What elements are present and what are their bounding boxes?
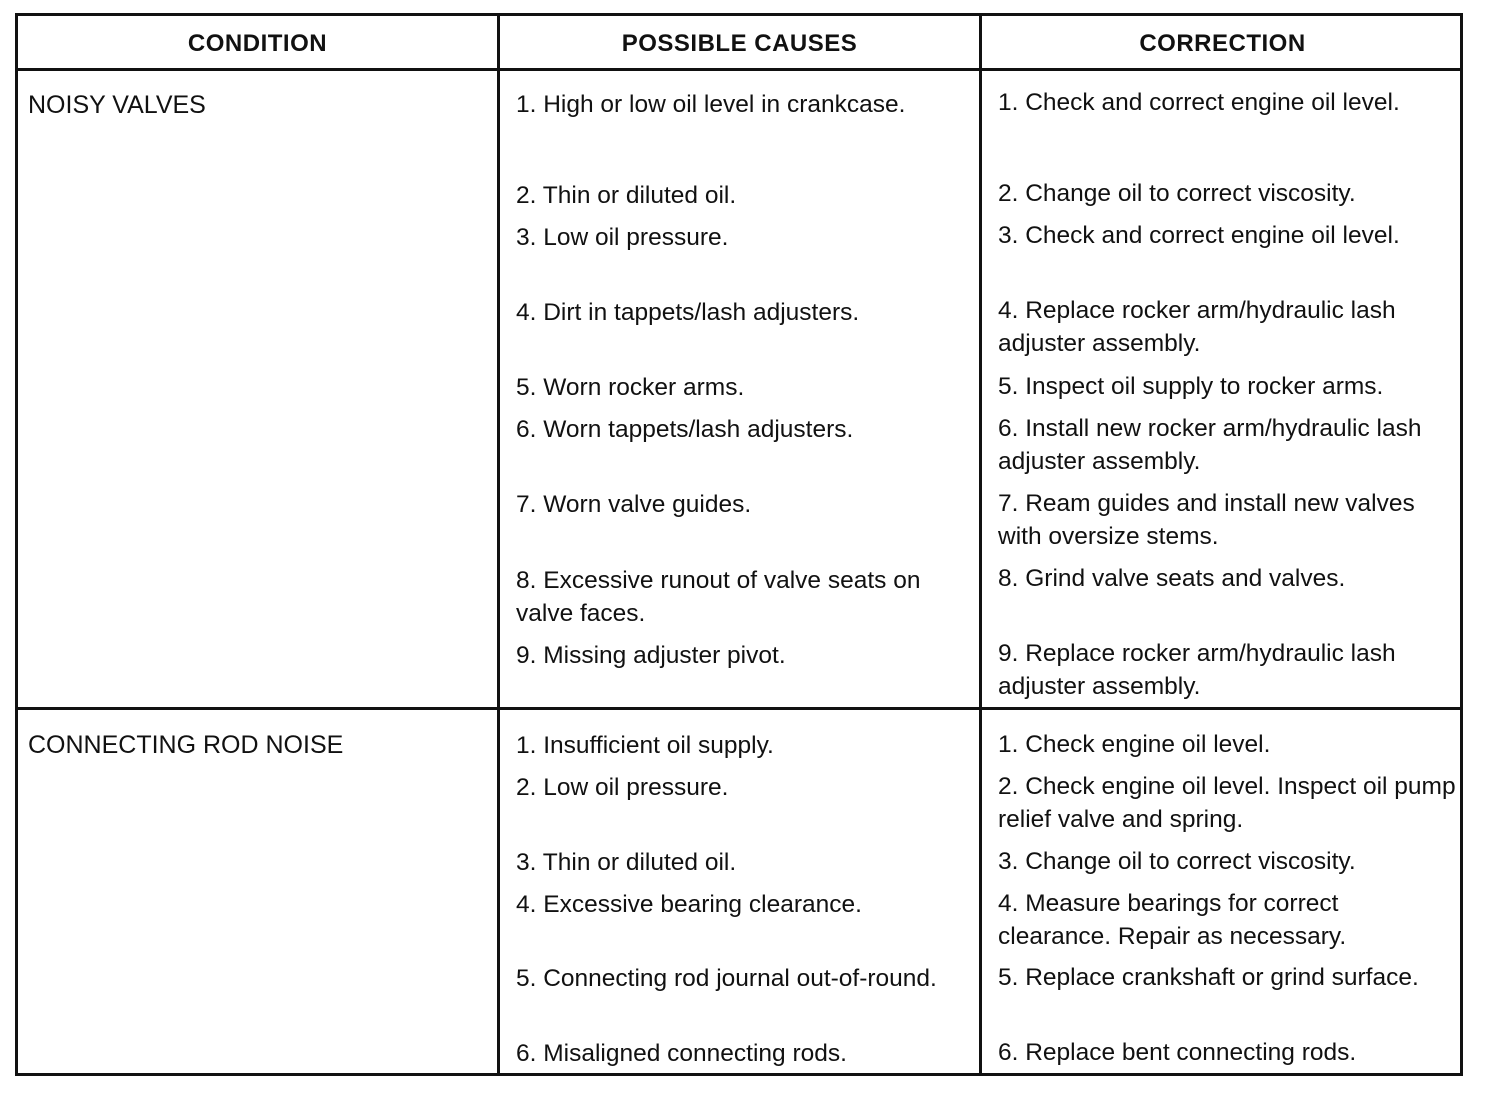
- cause-cell: 6. Misaligned connecting rods.: [516, 1040, 847, 1067]
- cause-cell: 1. High or low oil level in crankcase.: [516, 91, 906, 118]
- correction-cell: 1. Check engine oil level.: [998, 731, 1271, 758]
- correction-cell: 8. Grind valve seats and valves.: [998, 565, 1346, 592]
- column-divider: [497, 16, 500, 1073]
- condition-noisy-valves: NOISY VALVES: [28, 91, 206, 119]
- cause-cell: 6. Worn tappets/lash adjusters.: [516, 416, 854, 443]
- cause-cell: 7. Worn valve guides.: [516, 491, 752, 518]
- condition-connecting-rod-noise: CONNECTING ROD NOISE: [28, 731, 344, 759]
- header-condition: CONDITION: [187, 30, 328, 57]
- diagnosis-table: [15, 13, 1463, 1076]
- header-possible-causes: POSSIBLE CAUSES: [621, 30, 858, 57]
- cause-cell: 1. Insufficient oil supply.: [516, 732, 774, 759]
- correction-cell: 3. Check and correct engine oil level.: [998, 222, 1400, 249]
- cause-cell: 4. Excessive bearing clearance.: [516, 891, 862, 918]
- cause-cell: 8. Excessive runout of valve seats on valve faces.: [516, 567, 921, 627]
- cause-cell: 3. Low oil pressure.: [516, 224, 729, 251]
- correction-cell: 2. Check engine oil level. Inspect oil pump relief valve and spring.: [998, 773, 1456, 833]
- correction-cell: 7. Ream guides and install new valves with oversize stems.: [998, 490, 1415, 550]
- cause-cell: 2. Low oil pressure.: [516, 774, 729, 801]
- cause-cell: 5. Worn rocker arms.: [516, 374, 745, 401]
- correction-cell: 2. Change oil to correct viscosity.: [998, 180, 1356, 207]
- correction-cell: 4. Measure bearings for correct clearance. Repair as necessary.: [998, 890, 1347, 950]
- cause-cell: 5. Connecting rod journal out-of-round.: [516, 965, 937, 992]
- header-correction: CORRECTION: [1139, 30, 1306, 57]
- correction-cell: 3. Change oil to correct viscosity.: [998, 848, 1356, 875]
- correction-cell: 6. Install new rocker arm/hydraulic lash adjuster assembly.: [998, 415, 1422, 475]
- cause-cell: 3. Thin or diluted oil.: [516, 849, 737, 876]
- column-divider: [979, 16, 982, 1073]
- cause-cell: 4. Dirt in tappets/lash adjusters.: [516, 299, 860, 326]
- cause-cell: 9. Missing adjuster pivot.: [516, 642, 786, 669]
- cause-cell: 2. Thin or diluted oil.: [516, 182, 737, 209]
- correction-cell: 9. Replace rocker arm/hydraulic lash adjuster assembly.: [998, 640, 1396, 700]
- correction-cell: 5. Replace crankshaft or grind surface.: [998, 964, 1419, 991]
- correction-cell: 5. Inspect oil supply to rocker arms.: [998, 373, 1384, 400]
- correction-cell: 1. Check and correct engine oil level.: [998, 89, 1400, 116]
- correction-cell: 4. Replace rocker arm/hydraulic lash adjuster assembly.: [998, 297, 1396, 357]
- correction-cell: 6. Replace bent connecting rods.: [998, 1039, 1357, 1066]
- section-divider: [18, 707, 1460, 710]
